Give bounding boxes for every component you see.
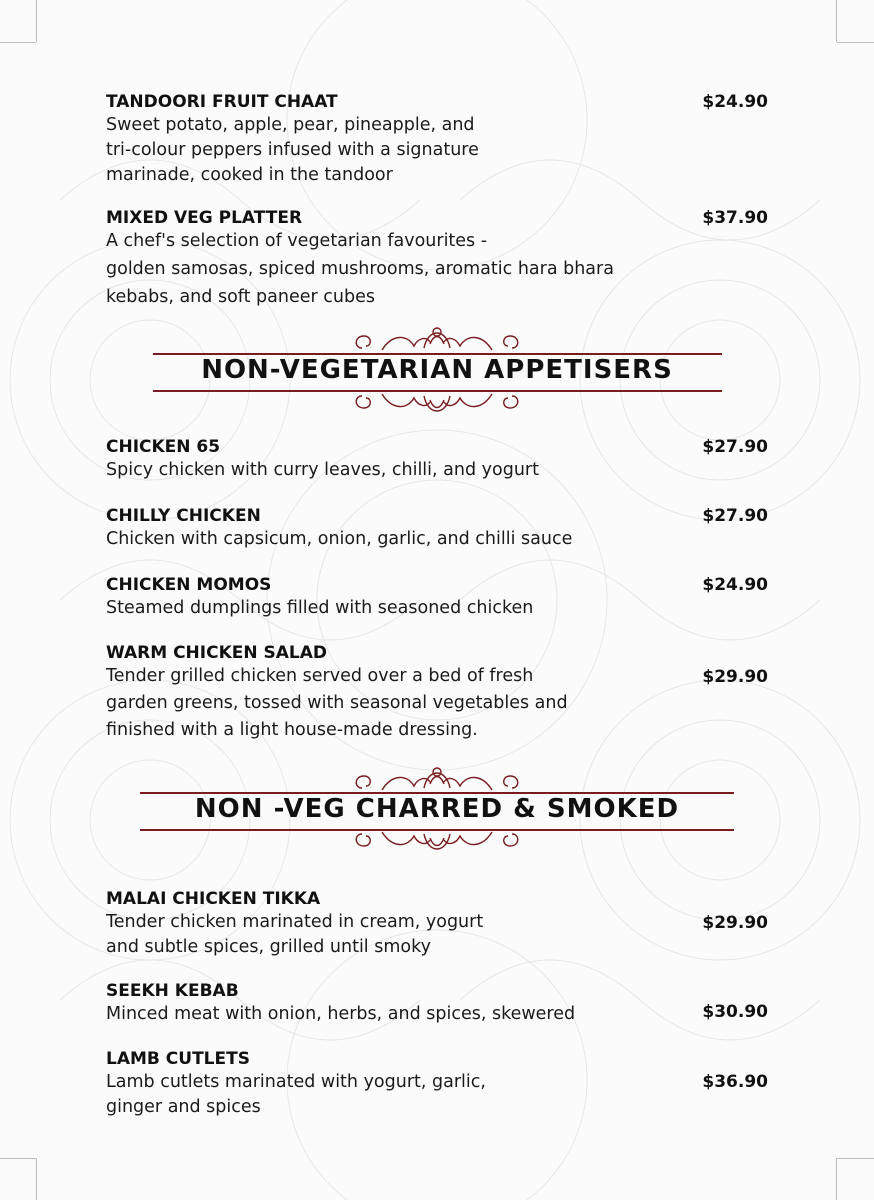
item-name: LAMB CUTLETS	[106, 1049, 250, 1069]
crop-mark	[36, 1158, 37, 1200]
section-title: NON-VEGETARIAN APPETISERS	[201, 355, 673, 385]
item-description: tri-colour peppers infused with a signature	[106, 140, 479, 160]
menu-item	[106, 207, 614, 310]
item-price: $24.90	[702, 575, 768, 595]
crop-mark	[837, 1158, 874, 1159]
item-price: $27.90	[702, 437, 768, 457]
menu-item	[106, 980, 575, 1027]
item-price: $29.90	[702, 667, 768, 687]
item-description: and subtle spices, grilled until smoky	[106, 937, 431, 957]
section-header	[0, 320, 874, 420]
item-price: $30.90	[702, 1002, 768, 1022]
crop-mark	[836, 1158, 837, 1200]
item-description: Chicken with capsicum, onion, garlic, and chilli sauce	[106, 529, 573, 549]
menu-item	[106, 888, 483, 960]
item-description: marinade, cooked in the tandoor	[106, 165, 393, 185]
menu-item	[106, 436, 539, 483]
item-name: SEEKH KEBAB	[106, 981, 239, 1001]
item-price: $29.90	[702, 913, 768, 933]
item-price: $36.90	[702, 1072, 768, 1092]
item-price: $37.90	[702, 208, 768, 228]
menu-item	[106, 642, 568, 743]
item-description: garden greens, tossed with seasonal vegetables and	[106, 693, 568, 713]
crop-mark	[837, 42, 874, 43]
menu-item	[106, 574, 533, 621]
menu-item	[106, 91, 479, 188]
ornament-bottom-icon	[352, 826, 522, 858]
item-description: Lamb cutlets marinated with yogurt, garlic,	[106, 1072, 486, 1092]
crop-mark	[36, 0, 37, 42]
item-name: TANDOORI FRUIT CHAAT	[106, 92, 338, 112]
item-name: MIXED VEG PLATTER	[106, 208, 303, 228]
ornament-bottom-icon	[352, 388, 522, 420]
item-description: Tender grilled chicken served over a bed of fresh	[106, 666, 534, 686]
menu-item	[106, 505, 572, 552]
item-description: Sweet potato, apple, pear, pineapple, and	[106, 115, 475, 135]
item-description: Tender chicken marinated in cream, yogurt	[106, 912, 484, 932]
section-header	[0, 762, 874, 862]
item-description: A chef's selection of vegetarian favourites -	[106, 231, 488, 251]
item-name: CHICKEN MOMOS	[106, 575, 272, 595]
item-description: Steamed dumplings filled with seasoned chicken	[106, 598, 534, 618]
item-price: $27.90	[702, 506, 768, 526]
item-description: Minced meat with onion, herbs, and spices, skewered	[106, 1004, 576, 1024]
item-price: $24.90	[702, 92, 768, 112]
item-description: finished with a light house-made dressing.	[106, 720, 478, 740]
ornament-top-icon	[352, 324, 522, 356]
item-name: CHILLY CHICKEN	[106, 506, 261, 526]
item-description: ginger and spices	[106, 1097, 261, 1117]
item-description: golden samosas, spiced mushrooms, aromatic hara bhara	[106, 259, 614, 279]
item-name: CHICKEN 65	[106, 437, 221, 457]
item-name: WARM CHICKEN SALAD	[106, 643, 328, 663]
crop-mark	[836, 0, 837, 42]
item-name: MALAI CHICKEN TIKKA	[106, 889, 321, 909]
crop-mark	[0, 1158, 36, 1159]
item-description: Spicy chicken with curry leaves, chilli, and yogurt	[106, 460, 539, 480]
section-title: NON -VEG CHARRED & SMOKED	[194, 794, 680, 824]
crop-mark	[0, 42, 36, 43]
item-description: kebabs, and soft paneer cubes	[106, 287, 375, 307]
menu-item	[106, 1048, 486, 1120]
